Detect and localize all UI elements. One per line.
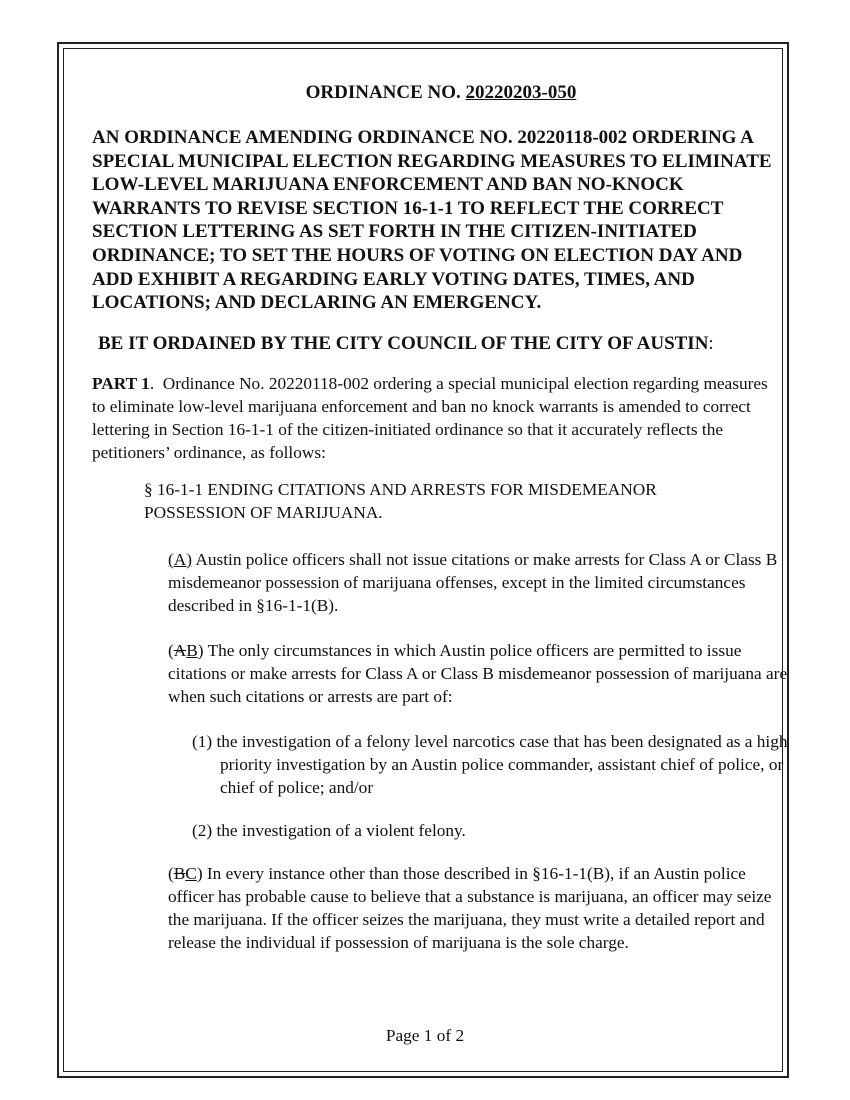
ordinance-caption: AN ORDINANCE AMENDING ORDINANCE NO. 20220118-002 ORDERING A SPECIAL MUNICIPAL ELECTION REGARDING MEASURES TO ELIMINATE LOW-LEVEL MARIJUANA ENFORCEMENT AND BAN NO-KNOCK WARRANTS TO REVISE SECTION 16-1-1 TO REFLECT THE CORRECT SECTION LETTERING AS SET FORTH IN THE CITIZEN-INITIATED ORDINANCE; TO SET THE HOURS OF VOTING ON ELECTION DAY AND ADD EXHIBIT A REGARDING EARLY VOTING DATES, TIMES, AND LOCATIONS; AND DECLARING AN EMERGENCY. <box>92 127 772 314</box>
subsection-c-open: ( <box>168 863 174 883</box>
subsection-a <box>168 548 788 617</box>
part-1-label: PART 1 <box>92 373 150 393</box>
subsection-c <box>168 862 788 954</box>
page-number: Page 1 of 2 <box>385 1026 465 1045</box>
subsection-b-text: The only circumstances in which Austin police officers are permitted to issue citations or make arrests for Class A or Class B misdemeanor possession of marijuana are when such citations or arrests are part of: <box>168 640 788 706</box>
enacting-clause-colon: : <box>708 332 714 354</box>
subsection-c-text: In every instance other than those described in §16-1-1(B), if an Austin police officer has probable cause to believe that a substance is marijuana, an officer may seize the marijuana. If the officer seizes the marijuana, they must write a detailed report and release the individual if possession of marijuana is the sole charge. <box>168 863 772 952</box>
list-item: (2) the investigation of a violent felony. <box>192 820 466 840</box>
enacting-clause <box>92 333 782 355</box>
enacting-clause-text: BE IT ORDAINED BY THE CITY COUNCIL OF THE CITY OF AUSTIN <box>98 332 709 354</box>
subsection-b-deleted-letter: A <box>173 640 187 660</box>
subsection-c-inserted-letter: C <box>185 863 197 883</box>
list-item: (1) the investigation of a felony level narcotics case that has been designated as a high priority investigation by an Austin police commander, assistant chief of police, or chief of police; and/or <box>192 731 788 797</box>
document-body <box>92 82 788 976</box>
ordinance-title-prefix: ORDINANCE NO. <box>305 82 461 103</box>
subsection-a-label: (A) <box>168 549 192 569</box>
subsection-b-open: ( <box>168 640 174 660</box>
subsection-c-close: ) <box>196 863 203 883</box>
subsection-b-close: ) <box>197 640 204 660</box>
subsection-b <box>168 639 788 708</box>
part-1-text: Ordinance No. 20220118-002 ordering a special municipal election regarding measures to eliminate low-level marijuana enforcement and ban no knock warrants is amended to correct lettering in Section 16-1-1 of the citizen-initiated ordinance so that it accurately reflects the petitioners’ ordinance, as follows: <box>92 373 768 462</box>
section-heading: § 16-1-1 ENDING CITATIONS AND ARRESTS FOR MISDEMEANOR POSSESSION OF MARIJUANA. <box>144 479 657 522</box>
subsection-b-inserted-letter: B <box>186 640 198 660</box>
subsection-c-deleted-letter: B <box>173 863 186 883</box>
part-1 <box>92 372 782 464</box>
subsection-a-text: Austin police officers shall not issue citations or make arrests for Class A or Class B misdemeanor possession of marijuana offenses, except in the limited circumstances described in §16-1-1(B). <box>168 549 778 615</box>
ordinance-number: 20220203-050 <box>465 82 577 103</box>
part-1-label-period: . <box>149 373 155 393</box>
ordinance-title <box>92 82 782 104</box>
